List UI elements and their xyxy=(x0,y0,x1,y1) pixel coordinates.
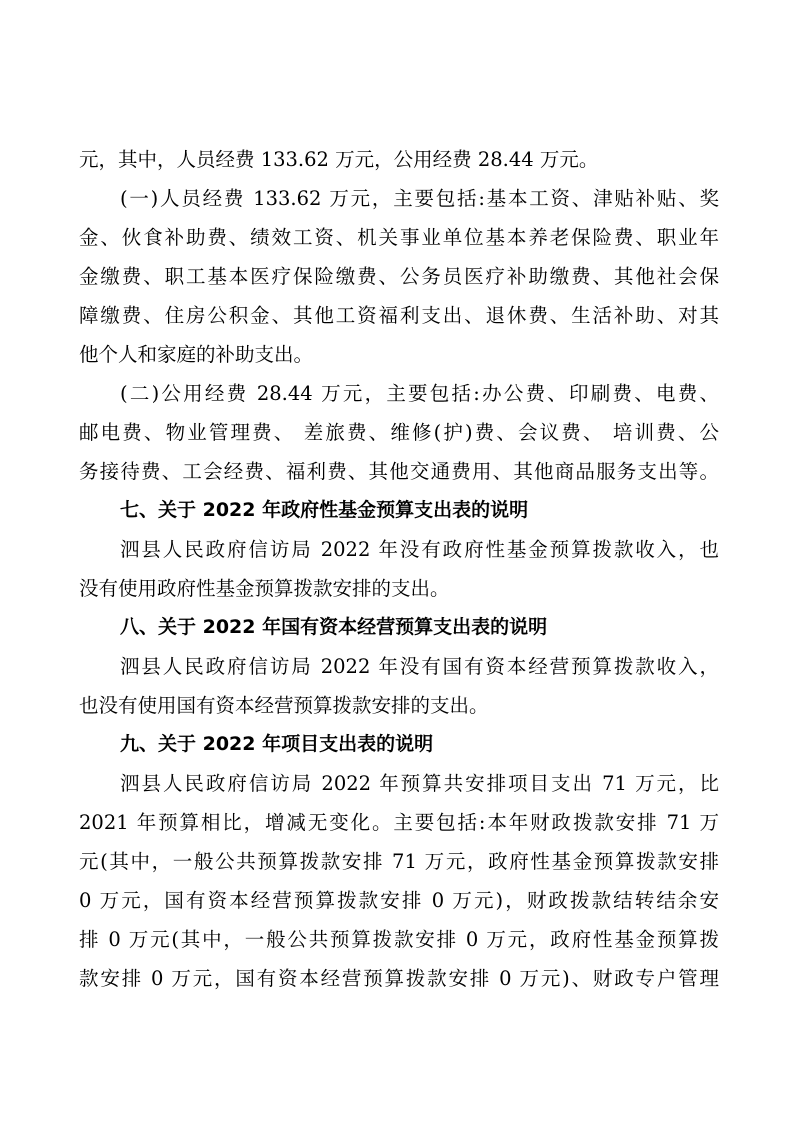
text-line: 元，其中，人员经费 133.62 万元，公用经费 28.44 万元。 xyxy=(79,148,599,171)
text-line: 金缴费、职工基本医疗保险缴费、公务员医疗补助缴费、其他社会保 xyxy=(79,265,719,288)
text-line: 排 0 万元(其中，一般公共预算拨款安排 0 万元，政府性基金预算拨 xyxy=(79,928,719,951)
text-line: 他个人和家庭的补助支出。 xyxy=(79,343,314,366)
text-line: 款安排 0 万元，国有资本经营预算拨款安排 0 万元)、财政专户管理 xyxy=(79,967,719,990)
text-line: 泗县人民政府信访局 2022 年没有政府性基金预算拨款收入，也 xyxy=(120,538,719,561)
text-line: (二)公用经费 28.44 万元，主要包括:办公费、印刷费、电费、 xyxy=(120,382,719,405)
text-line: (一)人员经费 133.62 万元，主要包括:基本工资、津贴补贴、奖 xyxy=(120,187,719,210)
document-body xyxy=(79,140,719,998)
text-line: 泗县人民政府信访局 2022 年预算共安排项目支出 71 万元，比 xyxy=(120,772,719,795)
text-line: 2021 年预算相比，增减无变化。主要包括:本年财政拨款安排 71 万 xyxy=(79,811,719,834)
text-line: 元(其中，一般公共预算拨款安排 71 万元，政府性基金预算拨款安排 xyxy=(79,850,719,873)
text-line: 没有使用政府性基金预算拨款安排的支出。 xyxy=(79,577,450,600)
text-line: 0 万元，国有资本经营预算拨款安排 0 万元)，财政拨款结转结余安 xyxy=(79,889,719,912)
text-line: 金、伙食补助费、绩效工资、机关事业单位基本养老保险费、职业年 xyxy=(79,226,719,249)
text-line: 邮电费、物业管理费、 差旅费、维修(护)费、会议费、 培训费、公 xyxy=(79,421,719,444)
text-line: 障缴费、住房公积金、其他工资福利支出、退休费、生活补助、对其 xyxy=(79,304,719,327)
section-heading: 九、关于 2022 年项目支出表的说明 xyxy=(120,733,434,755)
text-line: 泗县人民政府信访局 2022 年没有国有资本经营预算拨款收入， xyxy=(120,655,719,678)
section-heading: 八、关于 2022 年国有资本经营预算支出表的说明 xyxy=(120,616,548,638)
text-line: 也没有使用国有资本经营预算拨款安排的支出。 xyxy=(79,694,489,717)
text-line: 务接待费、工会经费、福利费、其他交通费用、其他商品服务支出等。 xyxy=(79,460,719,483)
section-heading: 七、关于 2022 年政府性基金预算支出表的说明 xyxy=(120,499,529,521)
